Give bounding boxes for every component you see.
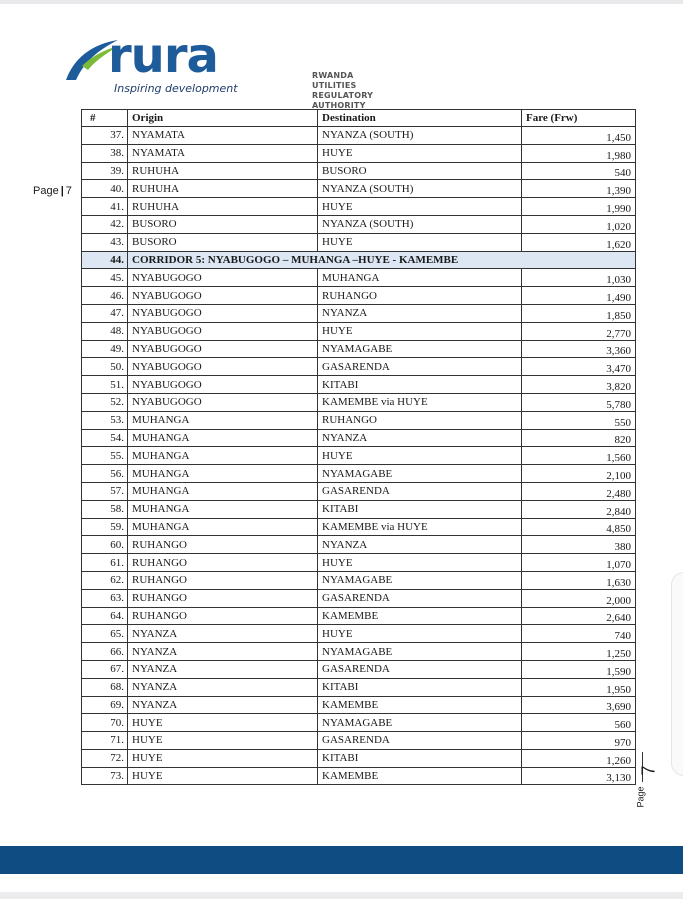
table-row (82, 696, 636, 714)
table-row (82, 465, 636, 483)
row-number: 70. (82, 714, 128, 732)
row-number: 38. (82, 144, 128, 162)
fare-cell: 1,560 (522, 447, 636, 465)
fare-cell: 1,630 (522, 571, 636, 589)
table-row (82, 322, 636, 340)
origin-cell: MUHANGA (128, 465, 318, 483)
destination-cell: NYANZA (318, 536, 522, 554)
table-row (82, 625, 636, 643)
bottom-border (0, 892, 683, 899)
table-row (82, 732, 636, 750)
table-row (82, 358, 636, 376)
row-number: 64. (82, 607, 128, 625)
fare-cell: 1,390 (522, 180, 636, 198)
row-number: 55. (82, 447, 128, 465)
fare-table (81, 109, 636, 785)
table-row (82, 660, 636, 678)
origin-cell: NYABUGOGO (128, 304, 318, 322)
destination-cell: KITABI (318, 500, 522, 518)
fare-cell: 3,130 (522, 767, 636, 785)
margin-page-number: Page | 7 (33, 185, 72, 197)
table-row (82, 554, 636, 572)
origin-cell: RUHANGO (128, 571, 318, 589)
row-number: 60. (82, 536, 128, 554)
origin-cell: NYANZA (128, 696, 318, 714)
destination-cell: NYANZA (SOUTH) (318, 127, 522, 145)
table-row (82, 304, 636, 322)
destination-cell: BUSORO (318, 162, 522, 180)
table-row (82, 500, 636, 518)
destination-cell: GASARENDA (318, 482, 522, 500)
fare-cell: 2,640 (522, 607, 636, 625)
side-page-number: 7 Page (640, 752, 660, 822)
destination-cell: KAMEMBE (318, 767, 522, 785)
origin-cell: NYAMATA (128, 127, 318, 145)
fare-cell: 5,780 (522, 393, 636, 411)
rura-logo (60, 28, 374, 110)
row-number: 37. (82, 127, 128, 145)
fare-cell: 1,020 (522, 215, 636, 233)
row-number: 52. (82, 393, 128, 411)
table-row (82, 536, 636, 554)
destination-cell: KITABI (318, 376, 522, 394)
column-header-fare: Fare (Frw) (522, 110, 636, 127)
table-row (82, 678, 636, 696)
fare-cell: 1,850 (522, 304, 636, 322)
column-header-number: # (82, 110, 128, 127)
fare-cell: 1,030 (522, 269, 636, 287)
origin-cell: NYABUGOGO (128, 269, 318, 287)
row-number: 44. (82, 251, 128, 269)
table-row (82, 144, 636, 162)
origin-cell: MUHANGA (128, 482, 318, 500)
table-row (82, 287, 636, 305)
row-number: 61. (82, 554, 128, 572)
row-number: 45. (82, 269, 128, 287)
table-row (82, 429, 636, 447)
row-number: 62. (82, 571, 128, 589)
origin-cell: BUSORO (128, 215, 318, 233)
column-header-origin: Origin (128, 110, 318, 127)
origin-cell: RUHANGO (128, 536, 318, 554)
fare-cell: 1,620 (522, 233, 636, 251)
fare-cell: 820 (522, 429, 636, 447)
table-row (82, 482, 636, 500)
destination-cell: KITABI (318, 678, 522, 696)
fare-cell: 3,820 (522, 376, 636, 394)
table-row (82, 340, 636, 358)
origin-cell: NYANZA (128, 625, 318, 643)
destination-cell: NYAMAGABE (318, 465, 522, 483)
logo-tagline: Inspiring development (114, 82, 238, 95)
origin-cell: HUYE (128, 749, 318, 767)
origin-cell: NYABUGOGO (128, 376, 318, 394)
fare-cell: 1,590 (522, 660, 636, 678)
origin-cell: HUYE (128, 767, 318, 785)
table-row (82, 180, 636, 198)
origin-cell: NYANZA (128, 660, 318, 678)
destination-cell: GASARENDA (318, 660, 522, 678)
destination-cell: NYANZA (SOUTH) (318, 215, 522, 233)
destination-cell: KITABI (318, 749, 522, 767)
row-number: 50. (82, 358, 128, 376)
fare-cell: 2,000 (522, 589, 636, 607)
table-row (82, 411, 636, 429)
fare-cell: 1,950 (522, 678, 636, 696)
table-row (82, 127, 636, 145)
origin-cell: NYABUGOGO (128, 322, 318, 340)
destination-cell: NYAMAGABE (318, 714, 522, 732)
row-number: 42. (82, 215, 128, 233)
origin-cell: BUSORO (128, 233, 318, 251)
origin-cell: HUYE (128, 732, 318, 750)
row-number: 46. (82, 287, 128, 305)
origin-cell: MUHANGA (128, 500, 318, 518)
destination-cell: RUHANGO (318, 287, 522, 305)
row-number: 58. (82, 500, 128, 518)
row-number: 69. (82, 696, 128, 714)
destination-cell: NYANZA (SOUTH) (318, 180, 522, 198)
fare-cell: 1,260 (522, 749, 636, 767)
fare-cell: 4,850 (522, 518, 636, 536)
row-number: 51. (82, 376, 128, 394)
origin-cell: RUHANGO (128, 589, 318, 607)
table-row (82, 447, 636, 465)
table-row (82, 607, 636, 625)
corridor-title: CORRIDOR 5: NYABUGOGO – MUHANGA –HUYE - KAMEMBE (128, 251, 636, 269)
destination-cell: KAMEMBE via HUYE (318, 518, 522, 536)
destination-cell: HUYE (318, 554, 522, 572)
origin-cell: MUHANGA (128, 447, 318, 465)
origin-cell: NYABUGOGO (128, 393, 318, 411)
fare-cell: 3,470 (522, 358, 636, 376)
origin-cell: MUHANGA (128, 518, 318, 536)
origin-cell: MUHANGA (128, 411, 318, 429)
destination-cell: MUHANGA (318, 269, 522, 287)
row-number: 40. (82, 180, 128, 198)
fare-cell: 3,690 (522, 696, 636, 714)
fare-cell: 560 (522, 714, 636, 732)
destination-cell: GASARENDA (318, 589, 522, 607)
table-row (82, 215, 636, 233)
corridor-heading-row (82, 251, 636, 269)
destination-cell: NYANZA (318, 429, 522, 447)
destination-cell: HUYE (318, 233, 522, 251)
table-row (82, 198, 636, 216)
table-header-row (82, 110, 636, 127)
destination-cell: GASARENDA (318, 732, 522, 750)
destination-cell: NYAMAGABE (318, 571, 522, 589)
fare-cell: 3,360 (522, 340, 636, 358)
table-row (82, 233, 636, 251)
row-number: 47. (82, 304, 128, 322)
destination-cell: HUYE (318, 198, 522, 216)
table-row (82, 269, 636, 287)
origin-cell: NYAMATA (128, 144, 318, 162)
row-number: 63. (82, 589, 128, 607)
column-header-destination: Destination (318, 110, 522, 127)
destination-cell: HUYE (318, 144, 522, 162)
fare-cell: 740 (522, 625, 636, 643)
table-row (82, 714, 636, 732)
fare-cell: 1,070 (522, 554, 636, 572)
fare-cell: 540 (522, 162, 636, 180)
origin-cell: RUHUHA (128, 180, 318, 198)
destination-cell: HUYE (318, 625, 522, 643)
destination-cell: NYANZA (318, 304, 522, 322)
destination-cell: NYAMAGABE (318, 340, 522, 358)
fare-cell: 1,980 (522, 144, 636, 162)
origin-cell: RUHANGO (128, 554, 318, 572)
row-number: 39. (82, 162, 128, 180)
origin-cell: HUYE (128, 714, 318, 732)
page-edge-shadow (671, 572, 683, 776)
table-row (82, 643, 636, 661)
row-number: 48. (82, 322, 128, 340)
row-number: 65. (82, 625, 128, 643)
top-border (0, 0, 683, 4)
row-number: 54. (82, 429, 128, 447)
origin-cell: NYABUGOGO (128, 358, 318, 376)
destination-cell: KAMEMBE (318, 607, 522, 625)
table-row (82, 518, 636, 536)
table-row (82, 393, 636, 411)
origin-cell: RUHUHA (128, 198, 318, 216)
destination-cell: GASARENDA (318, 358, 522, 376)
row-number: 49. (82, 340, 128, 358)
fare-cell: 550 (522, 411, 636, 429)
origin-cell: NYANZA (128, 643, 318, 661)
fare-cell: 2,770 (522, 322, 636, 340)
destination-cell: HUYE (318, 322, 522, 340)
origin-cell: RUHUHA (128, 162, 318, 180)
logo-wordmark: rura (108, 28, 218, 84)
destination-cell: RUHANGO (318, 411, 522, 429)
row-number: 57. (82, 482, 128, 500)
destination-cell: KAMEMBE via HUYE (318, 393, 522, 411)
fare-cell: 2,840 (522, 500, 636, 518)
row-number: 41. (82, 198, 128, 216)
origin-cell: NYABUGOGO (128, 287, 318, 305)
row-number: 71. (82, 732, 128, 750)
table-row (82, 571, 636, 589)
fare-cell: 1,990 (522, 198, 636, 216)
fare-cell: 2,100 (522, 465, 636, 483)
row-number: 72. (82, 749, 128, 767)
row-number: 43. (82, 233, 128, 251)
row-number: 73. (82, 767, 128, 785)
origin-cell: RUHANGO (128, 607, 318, 625)
fare-table-body (82, 127, 636, 785)
fare-cell: 1,450 (522, 127, 636, 145)
row-number: 67. (82, 660, 128, 678)
destination-cell: KAMEMBE (318, 696, 522, 714)
authority-name: RWANDA UTILITIES REGULATORY AUTHORITY (312, 71, 374, 110)
row-number: 56. (82, 465, 128, 483)
fare-cell: 380 (522, 536, 636, 554)
table-row (82, 767, 636, 785)
row-number: 59. (82, 518, 128, 536)
table-row (82, 749, 636, 767)
row-number: 53. (82, 411, 128, 429)
row-number: 68. (82, 678, 128, 696)
footer-band (0, 846, 683, 874)
fare-cell: 1,250 (522, 643, 636, 661)
table-row (82, 589, 636, 607)
fare-cell: 2,480 (522, 482, 636, 500)
fare-cell: 1,490 (522, 287, 636, 305)
origin-cell: NYANZA (128, 678, 318, 696)
origin-cell: MUHANGA (128, 429, 318, 447)
origin-cell: NYABUGOGO (128, 340, 318, 358)
fare-cell: 970 (522, 732, 636, 750)
table-row (82, 162, 636, 180)
table-row (82, 376, 636, 394)
destination-cell: NYAMAGABE (318, 643, 522, 661)
destination-cell: HUYE (318, 447, 522, 465)
row-number: 66. (82, 643, 128, 661)
